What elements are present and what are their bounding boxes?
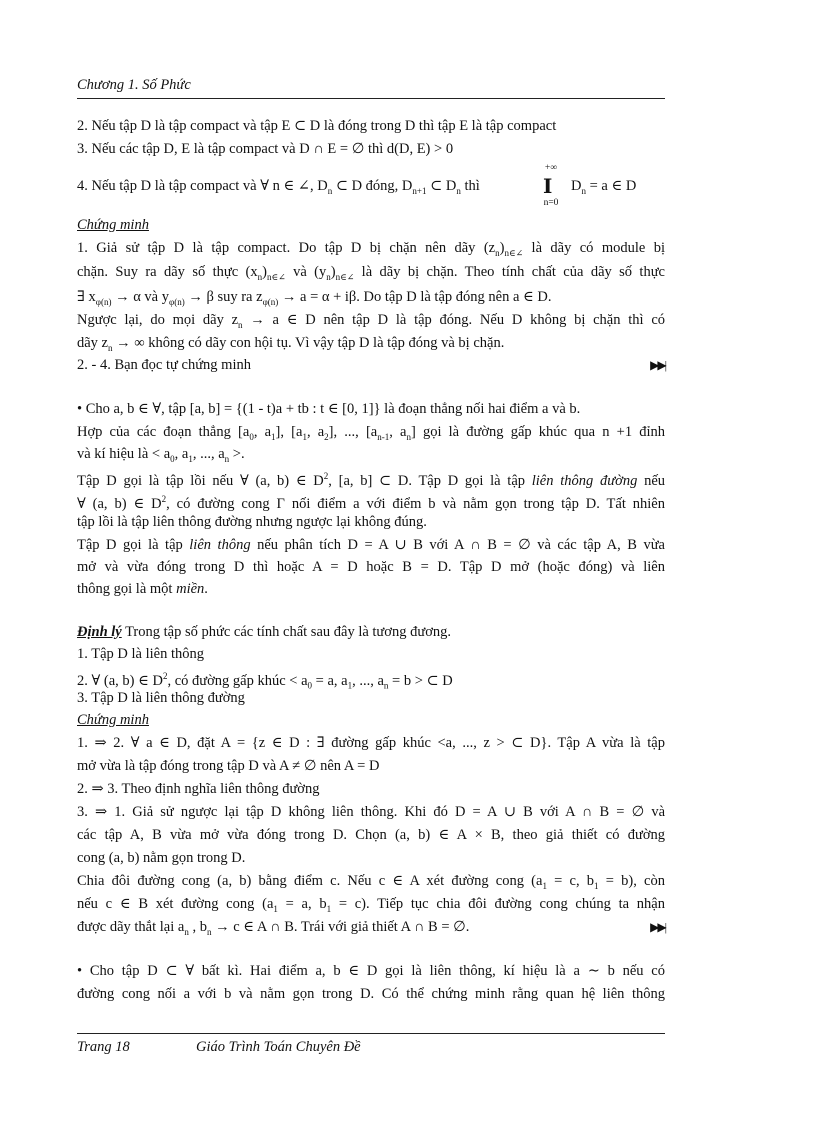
text-line: 2. Nếu tập D là tập compact và tập E ⊂ D là đóng trong D thì tập E là tập compact [77,118,557,134]
text-line: 4. Nếu tập D là tập compact và ∀ n ∈ ∠, $D_n$ ⊂ D đóng, $D_{n+1}$ ⊂ $D_n$ thì [77,178,480,196]
text-line: 2. - 4. Bạn đọc tự chứng minh ▶▶| [77,357,665,373]
text-line: và kí hiệu là < $a_0$, $a_1$, ..., $a_n$ >. [77,446,245,464]
page-number: Trang 18 [77,1039,130,1055]
operator-lower-limit: n=0 [543,198,559,208]
text-line: Tập D gọi là tập lồi nếu ∀ (a, b) ∈ $D^2$, [a, b] ⊂ D. Tập D gọi là tập liên thông đường nếu [77,471,666,489]
proof-heading: Chứng minh [77,217,149,233]
text-line: 1. Tập D là liên thông [77,646,204,662]
text-line: chặn. Suy ra dãy số thực $(x_n)_{n\in\angle}$ và $(y_n)_{n\in\angle}$ là dãy bị chặn. Theo tính chất của dãy số thực [77,264,665,282]
text-line: được dãy thắt lại $a_n$ , $b_n \to c$ ∈ A ∩ B. Trái với giả thiết A ∩ B = ∅. ▶▶| [77,919,665,937]
text-line: Hợp của các đoạn thẳng [$a_0$, $a_1$], [$a_1$, $a_2$], ..., [$a_{n-1}$, $a_n$] gọi là đường gấp khúc qua n +1 đỉnh [77,424,666,442]
intersection-operator-icon: I [543,174,553,198]
text-line: mở và vừa đóng trong D thì hoặc A = D hoặc B = D. Tập D mở (hoặc đóng) và liên [77,559,665,575]
text-line: 1. Giả sử tập D là tập compact. Do tập D bị chặn nên dãy $(z_n)_{n\in\angle}$ là dãy có module bị [77,240,665,258]
text-line: 1. ⇒ 2. ∀ a ∈ D, đặt A = {z ∈ D : ∃ đường gấp khúc <a, ..., z > ⊂ D}. Tập A vừa là tập [77,735,665,751]
text-line: $D_n = a$ ∈ D [571,178,637,196]
footer-rule [77,1033,665,1034]
text-line: 3. Nếu các tập D, E là tập compact và D ∩ E = ∅ thì d(D, E) > 0 [77,141,454,157]
text-line: Tập D gọi là tập liên thông nếu phân tích D = A ∪ B với A ∩ B = ∅ và các tập A, B vừa [77,537,665,553]
theorem-line: Định lý Trong tập số phức các tính chất sau đây là tương đương. [77,624,451,640]
text-line: • Cho a, b ∈ ∀, tập [a, b] = {(1 - t)a + tb : t ∈ [0, 1]} là đoạn thẳng nối hai điểm a và b. [77,401,581,417]
text-line: tập lồi là tập liên thông đường nhưng ngược lại không đúng. [77,514,427,530]
theorem-heading: Định lý [77,624,122,640]
end-of-proof-icon: ▶▶| [650,920,665,934]
text-line: Chia đôi đường cong (a, b) bằng điểm c. Nếu c ∈ A xét đường cong ($a_1 = c$, $b_1 = b$), còn [77,873,665,891]
text-line: dãy $z_n$ → ∞ không có dãy con hội tụ. Vì vậy tập D là tập đóng và bị chặn. [77,335,505,353]
proof-heading: Chứng minh [77,712,149,728]
end-of-proof-icon: ▶▶| [650,358,665,372]
text-line: cong (a, b) nằm gọn trong D. [77,850,246,866]
text-line: Ngược lại, do mọi dãy $z_n \to a$ ∈ D nên tập D là tập đóng. Nếu D không bị chặn thì có [77,312,666,330]
book-title: Giáo Trình Toán Chuyên Đề [196,1039,361,1055]
text-line: 3. Tập D là liên thông đường [77,690,245,706]
text-line: 2. ∀ (a, b) ∈ $D^2$, có đường gấp khúc < $a_0 = a$, $a_1$, ..., $a_n = b$ > ⊂ D [77,671,453,691]
header-rule [77,98,665,99]
text-line: các tập A, B vừa mở vừa đóng trong D. Chọn (a, b) ∈ A × B, theo giả thiết có đường [77,827,665,843]
text-line: • Cho tập D ⊂ ∀ bất kì. Hai điểm a, b ∈ D gọi là liên thông, kí hiệu là a ∼ b nếu có [77,963,665,979]
text-line: nếu c ∈ B xét đường cong ($a_1 = a$, $b_1 = c$). Tiếp tục chia đôi đường cong chúng ta nhận [77,896,665,914]
operator-upper-limit: +∞ [544,163,558,173]
text-line: ∃ $x_{\varphi(n)} \to \alpha$ và $y_{\varphi(n)} \to \beta$ suy ra $z_{\varphi(n)} \to a = \alpha + i\beta$. Do tập D là tập đóng nên a ∈ D. [77,289,552,307]
text-line: thông gọi là một miền. [77,581,208,597]
text-line: 2. ⇒ 3. Theo định nghĩa liên thông đường [77,781,320,797]
chapter-header: Chương 1. Số Phức [77,77,191,93]
text-line: mở vừa là tập đóng trong tập D và A ≠ ∅ nên A = D [77,758,380,774]
text-line: 3. ⇒ 1. Giả sử ngược lại tập D không liên thông. Khi đó D = A ∪ B với A ∩ B = ∅ và [77,804,665,820]
text-line: đường cong nối a với b và nằm gọn trong D. Có thể chứng minh rằng quan hệ liên thông [77,986,665,1002]
text-line: ∀ (a, b) ∈ $D^2$, có đường cong Γ nối điểm a với điểm b và nằm gọn trong tập D. Tất nhiên [77,494,665,512]
